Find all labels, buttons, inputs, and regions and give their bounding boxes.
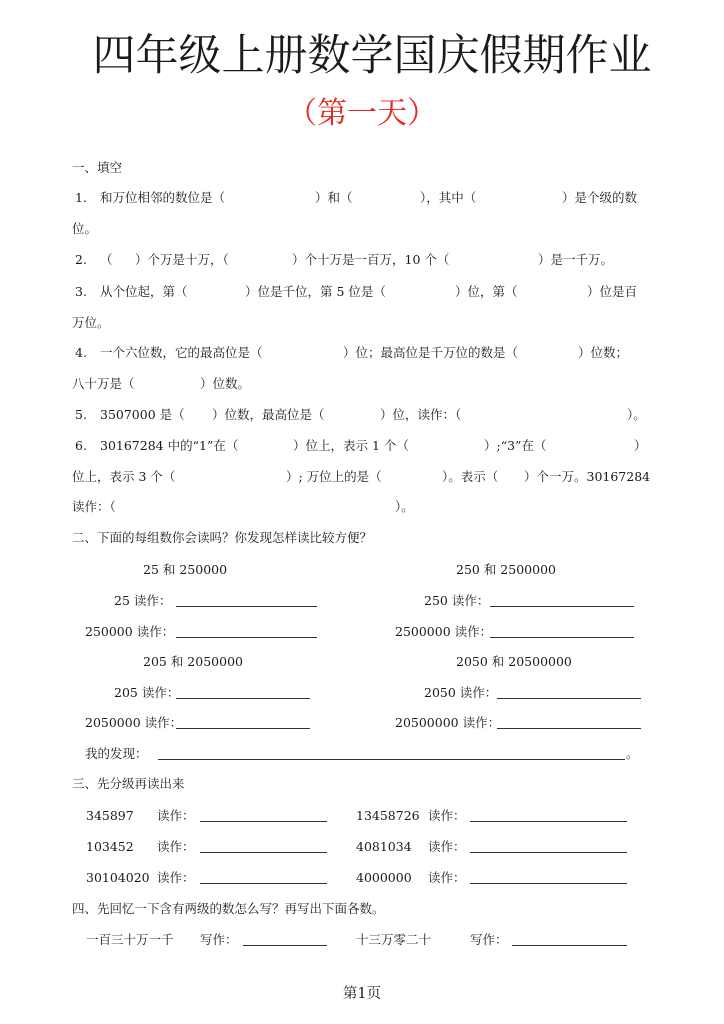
q1-text-c: ），其中（ <box>420 190 477 205</box>
q6-text-h: ）个一万。30167284 <box>524 469 651 484</box>
sec3-line-4[interactable] <box>470 852 627 853</box>
q2-text-c: ）个十万是一百万，10 个（ <box>292 252 450 267</box>
group-2-read-b-line[interactable] <box>490 637 634 638</box>
sec3-number-1: 345897 <box>86 808 134 823</box>
group-1-heading: 25 和 250000 <box>143 562 228 577</box>
group-1-read-b-line[interactable] <box>176 637 317 638</box>
sec3-label-6: 读作： <box>428 870 466 885</box>
q5-text-c: ）位，读作：（ <box>380 407 462 422</box>
q4-text-b: ）位；最高位是千万位的数是（ <box>343 345 519 360</box>
q5-text-b: ）位数，最高位是（ <box>212 407 325 422</box>
group-2-read-a-label: 250 读作： <box>424 593 490 608</box>
q3-text-c: ）位，第（ <box>455 284 518 299</box>
page-subtitle: （第一天） <box>287 96 437 131</box>
section-4-heading: 四、先回忆一下含有两级的数怎么写？再写出下面各数。 <box>72 901 385 916</box>
group-2-heading: 250 和 2500000 <box>456 562 556 577</box>
sec3-line-6[interactable] <box>470 883 627 884</box>
q6-text-f: ）; 万位上的是（ <box>286 469 382 484</box>
section-3-heading: 三、先分级再读出来 <box>72 776 185 791</box>
q4-text-a: 一个六位数，它的最高位是（ <box>100 345 263 360</box>
sec4-line-1[interactable] <box>243 945 327 946</box>
group-2-read-b-label: 2500000 读作： <box>395 624 493 639</box>
group-4-read-b-line[interactable] <box>497 728 641 729</box>
sec4-item-2: 十三万零二十 <box>356 932 432 947</box>
sec4-label-2: 写作： <box>470 932 508 947</box>
q4-text-d: 八十万是（ <box>72 376 135 391</box>
page-number: 第1页 <box>342 986 382 1002</box>
discovery-label: 我的发现： <box>85 746 148 761</box>
q5-number: 5. <box>75 407 87 422</box>
section-1-heading: 一、填空 <box>72 160 123 175</box>
q6-text-i: 读作：（ <box>72 499 116 514</box>
q3-number: 3. <box>75 284 87 299</box>
q2-number: 2. <box>75 252 87 267</box>
q1-number: 1. <box>75 190 87 205</box>
sec3-number-5: 30104020 <box>86 870 150 885</box>
discovery-period: 。 <box>626 746 639 761</box>
q1-text-a: 和万位相邻的数位是（ <box>100 190 226 205</box>
q1-text-d: ）是个级的数 <box>562 190 638 205</box>
sec4-line-2[interactable] <box>512 945 627 946</box>
sec3-number-2: 13458726 <box>356 808 420 823</box>
q6-text-d: ） <box>634 438 647 453</box>
sec3-number-4: 4081034 <box>356 839 412 854</box>
group-1-read-b-label: 250000 读作： <box>85 624 175 639</box>
q6-text-c: ）;“3”在（ <box>484 438 547 453</box>
q4-text-e: ）位数。 <box>200 376 251 391</box>
sec3-label-5: 读作： <box>157 870 195 885</box>
group-3-read-a-label: 205 读作： <box>114 685 180 700</box>
group-2-read-a-line[interactable] <box>490 606 634 607</box>
group-1-read-a-label: 25 读作： <box>114 593 172 608</box>
q2-text-a: （ <box>100 252 113 267</box>
q5-text-d: ）。 <box>627 407 646 422</box>
group-4-read-a-line[interactable] <box>497 698 641 699</box>
sec3-number-3: 103452 <box>86 839 134 854</box>
q6-text-b: ）位上，表示 1 个（ <box>293 438 409 453</box>
sec3-label-2: 读作： <box>428 808 466 823</box>
group-3-read-a-line[interactable] <box>176 698 310 699</box>
q2-text-b: ）个万是十万，（ <box>135 252 229 267</box>
q6-text-a: 30167284 中的“1”在（ <box>100 438 239 453</box>
group-3-read-b-label: 2050000 读作： <box>85 715 183 730</box>
sec3-label-4: 读作： <box>428 839 466 854</box>
q2-text-d: ）是一千万。 <box>538 252 614 267</box>
q4-number: 4. <box>75 345 87 360</box>
group-1-read-a-line[interactable] <box>176 606 317 607</box>
discovery-line[interactable] <box>158 759 625 760</box>
section-2-heading: 二、下面的每组数你会读吗？你发现怎样读比较方便？ <box>72 530 373 545</box>
group-4-read-a-label: 2050 读作： <box>424 685 498 700</box>
q3-text-b: ）位是千位，第 5 位是（ <box>245 284 386 299</box>
group-3-read-b-line[interactable] <box>176 728 310 729</box>
sec3-line-3[interactable] <box>200 852 327 853</box>
q5-text-a: 3507000 是（ <box>100 407 185 422</box>
group-3-heading: 205 和 2050000 <box>143 654 243 669</box>
q6-text-g: ）。表示（ <box>442 469 499 484</box>
sec4-label-1: 写作： <box>200 932 238 947</box>
sec3-label-3: 读作： <box>157 839 195 854</box>
q1-text-b: ）和（ <box>315 190 353 205</box>
sec3-line-2[interactable] <box>470 821 627 822</box>
q3-text-e: 万位。 <box>72 315 110 330</box>
group-4-read-b-label: 20500000 读作： <box>395 715 501 730</box>
sec3-label-1: 读作： <box>157 808 195 823</box>
q6-text-e: 位上，表示 3 个（ <box>72 469 176 484</box>
q6-number: 6. <box>75 438 87 453</box>
sec3-line-1[interactable] <box>200 821 327 822</box>
q3-text-a: 从个位起，第（ <box>100 284 188 299</box>
q6-text-j: ）。 <box>395 499 414 514</box>
page-title: 四年级上册数学国庆假期作业 <box>92 31 652 81</box>
sec3-number-6: 4000000 <box>356 870 412 885</box>
sec4-item-1: 一百三十万一千 <box>86 932 174 947</box>
group-4-heading: 2050 和 20500000 <box>456 654 572 669</box>
sec3-line-5[interactable] <box>200 883 327 884</box>
q4-text-c: ）位数； <box>578 345 629 360</box>
q1-text-e: 位。 <box>72 221 98 236</box>
q3-text-d: ）位是百 <box>587 284 638 299</box>
